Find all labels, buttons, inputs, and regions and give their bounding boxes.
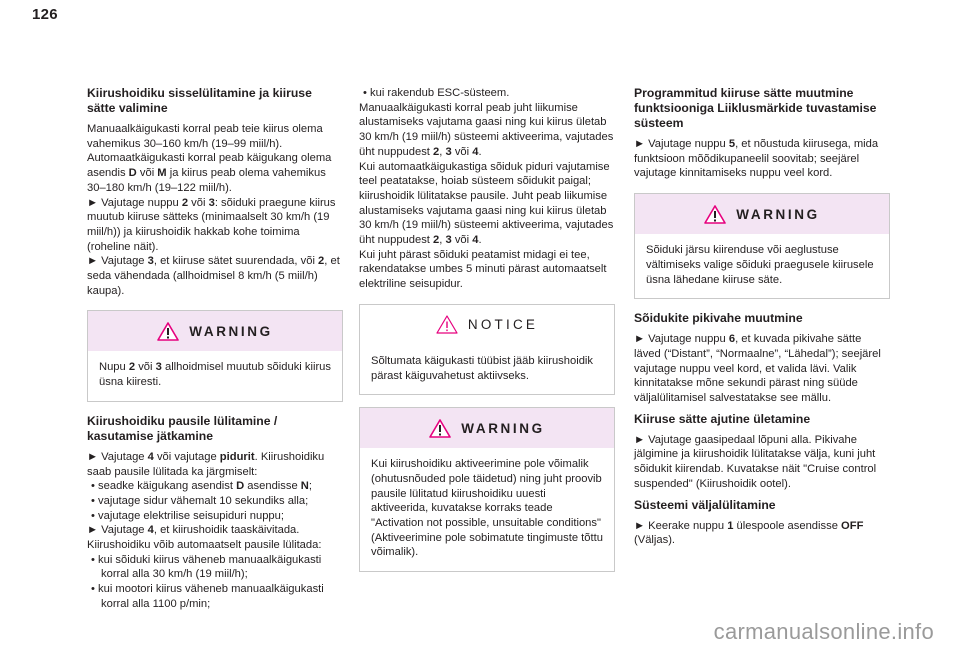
warning-header — [360, 408, 614, 448]
paragraph-auto-speed: Automaatkäigukasti korral peab käigukang olema asendis D või M ja kiirus peab olema vahemikus 30–180 km/h (19–122 miil/h). — [87, 152, 332, 194]
warning-header — [635, 194, 889, 234]
notice-triangle-icon — [436, 315, 458, 334]
step-accelerator: ► Vajutage gaasipedaal lõpuni alla. Pikivahe jälgimine ja kiirushoidik lülitatakse välja, kuni juht sõidukit kiirendab. Kuvatakse näit "Cruise control suspended" (Kiirushoidik ootel). — [634, 433, 877, 490]
section-heading-switch-off: Süsteemi väljalülitamine — [634, 497, 776, 512]
warning-label: WARNING — [736, 206, 820, 222]
warning-box — [87, 310, 343, 401]
warning-text: Sõiduki järsu kiirenduse või aeglustuse vältimiseks valige sõiduki praegusele kiirusele üsna lähedane kiiruse säte. — [646, 244, 874, 286]
step-press-6: ► Vajutage nuppu 6, et kuvada pikivahe sätte läved (“Distant”, “Normaalne”, “Lähedal”); seejärel vajutage nuppu veel kord, et valida lävi. Valik kinnitatakse mõne sekundi pärast ning süüde väljalülitamisel salvestatakse see mällu. — [634, 333, 881, 405]
warning-label: WARNING — [189, 323, 273, 339]
warning-triangle-icon — [704, 205, 726, 224]
warning-triangle-icon — [429, 419, 451, 438]
notice-box — [359, 304, 615, 395]
paragraph-auto-restart: Kui automaatkäigukastiga sõiduk piduri vajutamise teel peatatakse, hoiab süsteem sõidukit paigal; kiirushoidik lülitatakse pausile. Juht peab liikumise alustamiseks vajutama gaasi ning kui kiirus ületab 30 km/h (19 miil/h) süsteemi aktiveerima, vajutades üht nuppudest 2, 3 või 4. — [359, 160, 614, 247]
paragraph-parking-brake: Kui juht pärast sõiduki peatamist midagi ei tee, rakendatakse umbes 5 minuti pärast automaatselt elektriline seisupidur. — [359, 248, 607, 291]
section-heading-vehicle-distance: Sõidukite pikivahe muutmine — [634, 311, 803, 326]
warning-label: WARNING — [461, 420, 545, 436]
section-heading-speed-limit-recognition: Programmitud kiiruse sätte muutmine funktsiooniga Liiklusmärkide tuvastamise süsteem — [634, 86, 877, 130]
list-item: • seadke käigukang asendist D asendisse N; — [91, 480, 312, 493]
step-resume: ► Vajutage 4, et kiirushoidik taaskäivitada. — [87, 524, 300, 537]
column-3 — [634, 86, 890, 548]
step-press-2-or-3: ► Vajutage nuppu 2 või 3: sõiduki praegune kiirus muutub kiiruse sätteks (minimaalselt 30 km/h (19 miil/h)) ja kiirushoidik hakkab kohe toimima (roheline näit). — [87, 196, 336, 253]
paragraph-auto-pause: Kiirushoidiku võib automaatselt pausile lülitada: — [87, 539, 322, 552]
warning-box — [634, 193, 890, 299]
step-adjust-speed: ► Vajutage 3, et kiiruse sätet suurendada, või 2, et seda vähendada (allhoidmisel 8 km/h (5 miil/h) kaupa). — [87, 255, 340, 297]
step-pause: ► Vajutage 4 või vajutage pidurit. Kiirushoidiku saab pausile lülitada ka järgmiselt: — [87, 450, 325, 478]
warning-header — [88, 311, 342, 351]
section-heading-override: Kiiruse sätte ajutine ületamine — [634, 411, 811, 426]
section-heading-cruise-activation: Kiirushoidiku sisselülitamine ja kiiruse sätte valimine — [87, 86, 312, 115]
notice-header — [360, 305, 614, 345]
list-item: • vajutage elektrilise seisupiduri nuppu; — [91, 509, 284, 522]
list-item: • kui sõiduki kiirus väheneb manuaalkäigukasti korral alla 30 km/h (19 miil/h); — [91, 553, 322, 581]
step-press-5: ► Vajutage nuppu 5, et nõustuda kiirusega, mida funktsioon mõõdikupaneelil soovitab; seejärel vajutage kinnitamiseks nuppu veel kord. — [634, 138, 879, 180]
column-1 — [87, 86, 343, 612]
warning-text: Kui kiirushoidiku aktiveerimine pole võimalik (ohutusnõuded pole täidetud) ning juht proovib pausile lülitatud kiirushoidiku uuesti aktiveerida, kuvatakse korraks teade "Activation not possible, unsuitable conditions" (Aktiveerimine pole sobimatute tingimuste tõttu võimalik). — [371, 458, 603, 559]
notice-label: NOTICE — [467, 317, 539, 333]
column-2 — [359, 86, 615, 572]
warning-triangle-icon — [157, 322, 179, 341]
list-item: • kui mootori kiirus väheneb manuaalkäigukasti korral alla 1100 p/min; — [91, 583, 324, 610]
list-item: • kui rakendub ESC-süsteem. — [363, 87, 510, 99]
warning-box — [359, 407, 615, 572]
paragraph-manual-speed: Manuaalkäigukasti korral peab teie kiirus olema vahemikus 30–160 km/h (19–99 miil/h). — [87, 123, 323, 150]
page-number: 126 — [32, 6, 58, 23]
list-item: • vajutage sidur vähemalt 10 sekundiks alla; — [91, 494, 309, 507]
warning-text: Nupu 2 või 3 allhoidmisel muutub sõiduki kiirus üsna kiiresti. — [99, 361, 331, 389]
step-turn-knob: ► Keerake nuppu 1 ülespoole asendisse OFF (Väljas). — [634, 519, 864, 547]
paragraph-manual-restart: Manuaalkäigukasti korral peab juht liikumise alustamiseks vajutama gaasi ning kui kiirus ületab 30 km/h (19 miil/h) süsteemi aktiveerima, vajutades üht nuppudest 2, 3 või 4. — [359, 101, 614, 158]
section-heading-pause-resume: Kiirushoidiku pausile lülitamine / kasutamise jätkamine — [87, 413, 278, 443]
notice-text: Sõltumata käigukasti tüübist jääb kiirushoidik pärast käiguvahetust aktiivseks. — [371, 354, 594, 382]
watermark: carmanualsonline.info — [713, 619, 934, 644]
